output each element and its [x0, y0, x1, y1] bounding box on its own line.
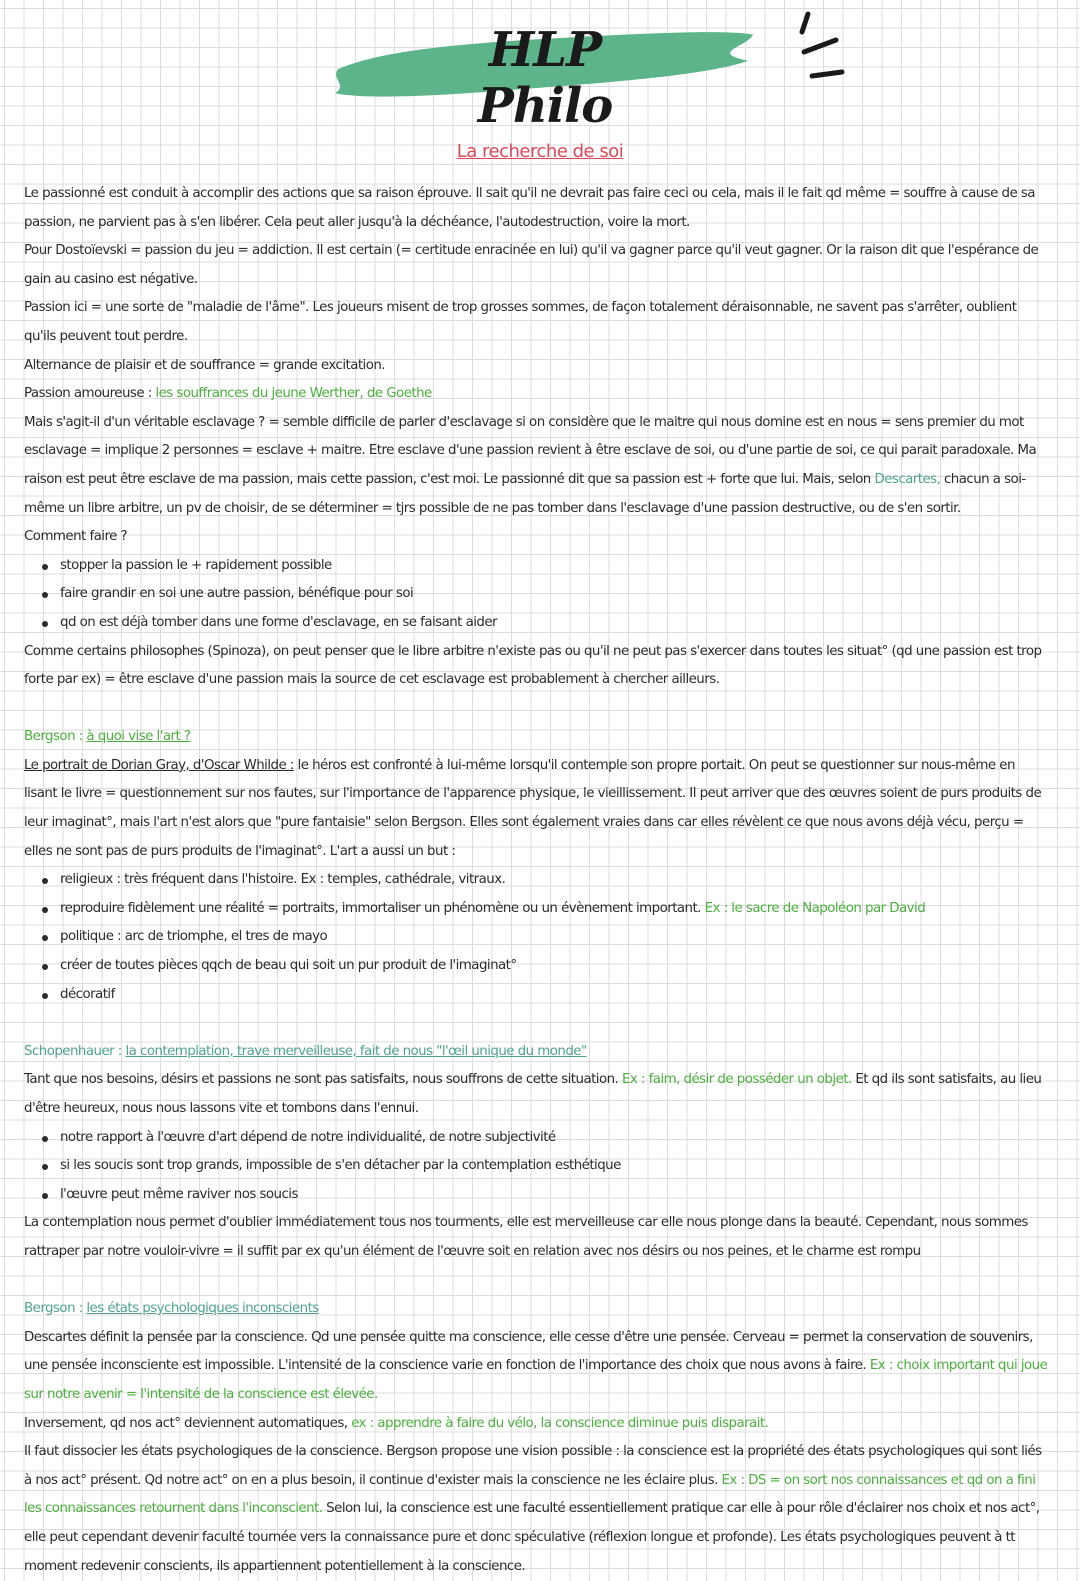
text-span: Descartes définit la pensée par la conscience. Qd une pensée quitte ma conscience, elle cesse d'être une pensée. Cerveau = permet la conservation de souvenirs, une pensée inconsciente est impossible. L'intensité de la conscience varie en fonction de l'importance des choix que nous avons à faire.: [24, 1329, 1033, 1374]
list-item: décoratif: [60, 981, 1049, 1010]
reference-highlight: les souffrances du jeune Werther, de Goethe: [155, 386, 432, 402]
list-item: politique : arc de triomphe, el tres de mayo: [60, 923, 1049, 952]
text-span: Mais s'agit-il d'un véritable esclavage ? = semble difficile de parler d'esclavage si on considère que le maitre qui nous domine est en nous = sens premier du mot esclavage = implique 2 personnes = esclave + maitre. Etre esclave d'une passion revient à être esclave de soi, ou d'une partie de soi, ce qui parait paradoxale. Ma raison est peut être esclave de ma passion, mais cette passion, c'est moi. Le passionné dit que sa passion est + forte que lui. Mais, selon: [24, 414, 1037, 487]
list-item: si les soucis sont trop grands, impossible de s'en détacher par la contemplation esthétique: [60, 1152, 1049, 1181]
paragraph: La contemplation nous permet d'oublier immédiatement tous nos tourments, elle est merveilleuse car elle nous plonge dans la beauté. Cependant, nous sommes rattraper par notre vouloir-vivre = il suffit par ex qu'un élément de l'œuvre soit en relation avec nos désirs ou nos peines, et le charme est rompu: [24, 1215, 1028, 1259]
paragraph: Passion ici = une sorte de "maladie de l'âme". Les joueurs misent de trop grosses sommes, de façon totalement déraisonnable, ne savent pas s'arrêter, oublient qu'ils peuvent tout perdre.: [24, 300, 1017, 344]
text-span: Il faut dissocier les états psychologiques de la conscience. Bergson propose une vision possible : la conscience est la propriété des états psychologiques qui sont liés à nos act° présent. Qd notre act° on en a plus besoin, il continue d'exister mais la conscience ne les éclaire plus.: [24, 1444, 1042, 1488]
text-span: reproduire fidèlement une réalité = portraits, immortaliser un phénomène ou un évènement important.: [60, 900, 705, 916]
text-span: Selon lui, la conscience est une faculté essentiellement pratique car elle à pour rôle d'éclairer nos choix et nos act°, elle peut cependant devenir faculté tournée vers la connaissance pure et donc spéculative (réflexion longue et profonde). Les états psychologiques peuvent à tt moment redevenir conscients, ils appartiennent potentiellement à la conscience.: [24, 1501, 1040, 1574]
paragraph: [24, 1438, 1049, 1581]
page-title: HLP Philo: [477, 22, 613, 134]
paragraph: [24, 380, 1049, 409]
paragraph: Alternance de plaisir et de souffrance = grande excitation.: [24, 357, 386, 373]
document-body: [24, 180, 1049, 1581]
paragraph: Comment faire ?: [24, 529, 128, 545]
decorative-strokes-icon: [790, 10, 850, 80]
heading-name: Schopenhauer :: [24, 1043, 126, 1059]
list-item: faire grandir en soi une autre passion, bénéfique pour soi: [60, 580, 1049, 609]
paragraph: [24, 752, 1049, 866]
philosopher-name: Descartes,: [874, 471, 941, 487]
text-span: le héros est confronté à lui-même lorsqu'il contemple son propre portait. On peut se questionner sur nous-même en lisant le livre = questionnement sur nos fautes, sur l'importance de l'apparence physique, le vieillissement. Il peut arriver que des œuvres soient de purs produits de leur imaginat°, mais l'art n'est alors que "pure fantaisie" selon Bergson. Elles sont également vraies dans car elles révèlent ce que nous avons déjà vécu, perçu = elles ne sont pas de purs produits de l'imaginat°. L'art a aussi un but :: [24, 757, 1042, 859]
paragraph: Pour Dostoïevski = passion du jeu = addiction. Il est certain (= certitude enracinée en lui) qu'il va gagner parce qu'il veut gagner. Or la raison dit que l'espérance de gain au casino est négative.: [24, 243, 1039, 287]
paragraph: [24, 1324, 1049, 1410]
label-text: Passion amoureuse :: [24, 386, 156, 402]
heading-question: les états psychologiques inconscients: [86, 1301, 319, 1317]
paragraph: [24, 1410, 1049, 1439]
text-span: Et qd ils sont satisfaits, au lieu d'être heureux, nous nous lassons vite et tombons dans l'ennui.: [24, 1072, 1042, 1116]
paragraph: Le passionné est conduit à accomplir des actions que sa raison éprouve. Il sait qu'il ne devrait pas faire ceci ou cela, mais il le fait qd même = souffre à cause de sa passion, ne parvient pas à s'en libérer. Cela peut aller jusqu'à la déchéance, l'autodestruction, voire la mort.: [24, 186, 1035, 230]
bullet-list: [24, 552, 1049, 638]
list-item: stopper la passion le + rapidement possible: [60, 552, 1049, 581]
text-span: Tant que nos besoins, désirs et passions ne sont pas satisfaits, nous souffrons de cette situation.: [24, 1072, 622, 1088]
list-item: notre rapport à l'œuvre d'art dépend de notre individualité, de notre subjectivité: [60, 1124, 1049, 1153]
text-span: Inversement, qd nos act° deviennent automatiques,: [24, 1415, 352, 1431]
book-reference: Le portrait de Dorian Gray, d'Oscar Whilde :: [24, 757, 294, 773]
heading-question: la contemplation, trave merveilleuse, fait de nous "l'œil unique du monde": [125, 1043, 587, 1059]
bullet-list: [24, 1124, 1049, 1210]
example-highlight: Ex : DS = on sort nos connaissances et qd on a fini les connaissances retournent dans l'inconscient.: [24, 1472, 1036, 1517]
bullet-list: [24, 866, 1049, 1009]
text-span: chacun a soi-même un libre arbitre, un pv de choisir, de se déterminer = tjrs possible de ne pas tomber dans l'esclavage d'une passion destructive, ou de s'en sortir.: [24, 471, 1026, 516]
list-item: [60, 895, 1049, 924]
list-item: créer de toutes pièces qqch de beau qui soit un pur produit de l'imaginat°: [60, 952, 1049, 981]
example-highlight: Ex : faim, désir de posséder un objet.: [621, 1072, 852, 1088]
example-highlight: ex : apprendre à faire du vélo, la conscience diminue puis disparait.: [351, 1415, 769, 1431]
heading-question: à quoi vise l'art ?: [86, 729, 191, 745]
section-heading: [24, 1038, 1049, 1067]
section-heading: [24, 1295, 1049, 1324]
list-item: qd on est déjà tomber dans une forme d'esclavage, en se faisant aider: [60, 609, 1049, 638]
example-highlight: Ex : choix important qui joue sur notre avenir = l'intensité de la conscience est élevée.: [24, 1358, 1048, 1402]
list-item: religieux : très fréquent dans l'histoire. Ex : temples, cathédrale, vitraux.: [60, 866, 1049, 895]
list-item: l'œuvre peut même raviver nos soucis: [60, 1181, 1049, 1210]
heading-name: Bergson :: [24, 729, 87, 745]
example-highlight: Ex : le sacre de Napoléon par David: [704, 900, 926, 916]
heading-name: Bergson :: [24, 1301, 87, 1317]
paragraph: Comme certains philosophes (Spinoza), on peut penser que le libre arbitre n'existe pas ou qu'il ne peut pas s'exercer dans toutes les situat° (qd une passion est trop forte par ex) = être esclave d'une passion mais la source de cet esclavage est probablement à chercher ailleurs.: [24, 643, 1042, 688]
section-heading: [24, 723, 1049, 752]
page-subtitle: La recherche de soi: [456, 141, 624, 162]
paragraph: [24, 409, 1049, 523]
paragraph: [24, 1066, 1049, 1123]
